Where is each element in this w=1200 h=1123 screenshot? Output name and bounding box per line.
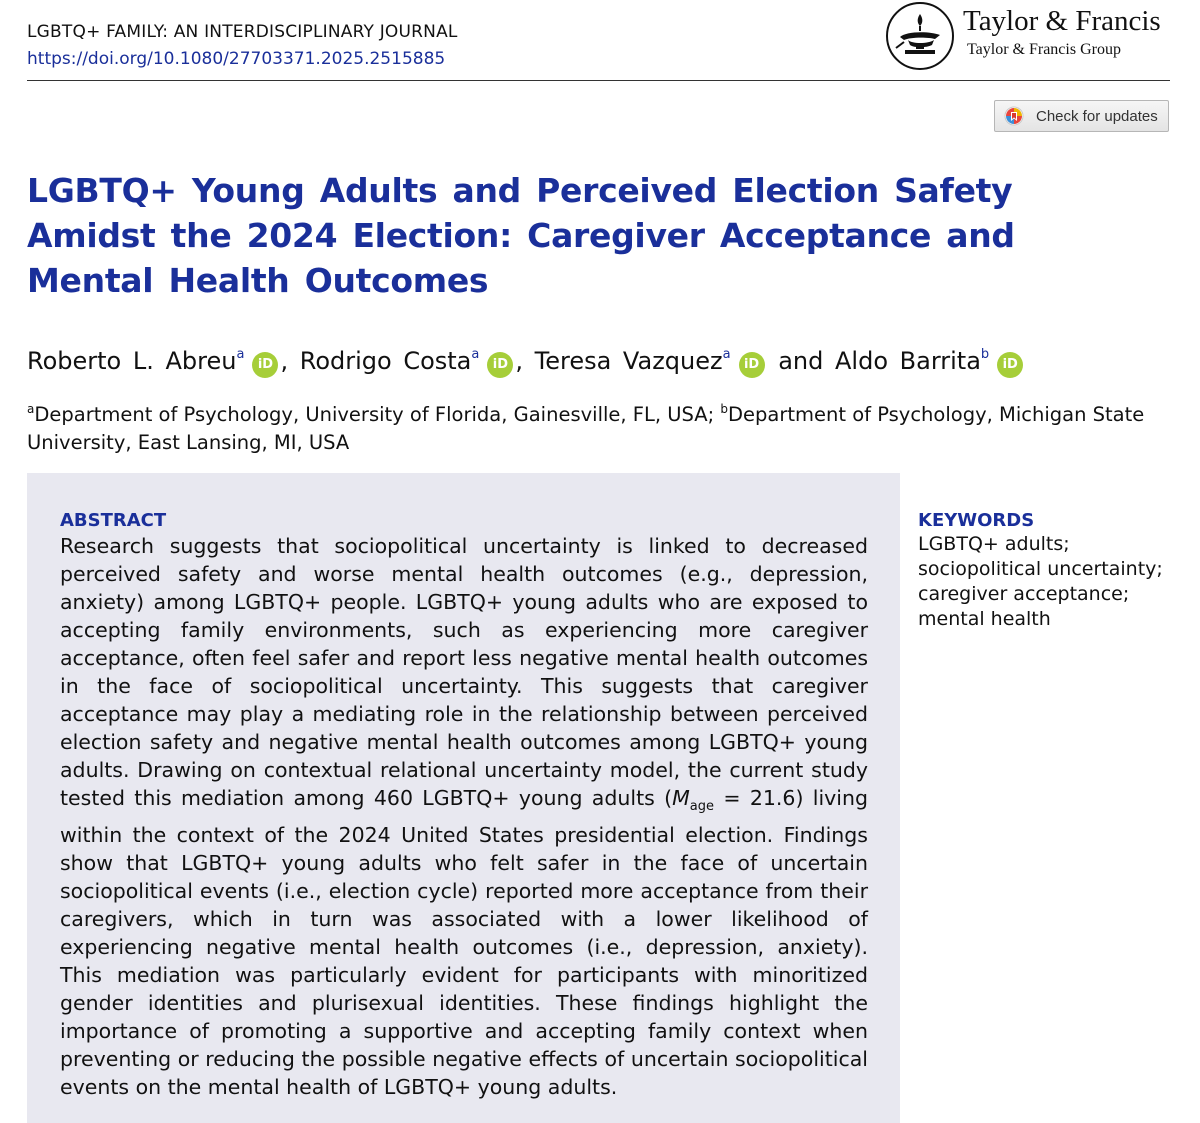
journal-name: LGBTQ+ FAMILY: AN INTERDISCIPLINARY JOURNAL <box>27 22 458 42</box>
mean-age-symbol: M <box>672 786 690 810</box>
affiliation-marker: a <box>236 347 245 362</box>
article-title: LGBTQ+ Young Adults and Perceived Election Safety Amidst the 2024 Election: Caregiver Acceptance and Mental Health Outcomes <box>27 171 1015 300</box>
author-barrita[interactable] <box>835 347 1025 375</box>
abstract-text-part-2: = 21.6) living within the context of the 2024 United States presidential election. Findings show that LGBTQ+ young adults who felt safer in the face of uncertain sociopolitical events (i.e., election cycle) reported more acceptance from their caregivers, which in turn was associated with a lower likelihood of experiencing negative mental health outcomes (i.e., depression, anxiety). This mediation was particularly evident for participants with minoritized gender identities and plurisexual identities. These findings highlight the importance of promoting a supportive and accepting family context when preventing or reducing the possible negative effects of uncertain sociopolitical events on the mental health of LGBTQ+ young adults. <box>60 786 869 1099</box>
publisher-name: Taylor & Francis <box>963 5 1161 37</box>
publisher-brand[interactable] <box>886 2 1176 77</box>
author-name: Teresa Vazquez <box>534 347 723 375</box>
doi-link[interactable]: https://doi.org/10.1080/27703371.2025.2515885 <box>27 49 446 69</box>
publisher-group: Taylor & Francis Group <box>967 41 1121 58</box>
affiliation-key: b <box>720 402 729 416</box>
check-for-updates-label: Check for updates <box>1036 108 1158 125</box>
orcid-icon[interactable]: iD <box>252 352 278 378</box>
check-for-updates-button[interactable] <box>994 100 1169 132</box>
abstract-heading: ABSTRACT <box>60 510 167 531</box>
author-separator: , <box>515 347 523 375</box>
author-abreu[interactable] <box>27 347 280 375</box>
author-name: Roberto L. Abreu <box>27 347 237 375</box>
author-vazquez[interactable] <box>535 347 767 375</box>
affiliation-marker: a <box>471 347 480 362</box>
affiliation-text: Department of Psychology, University of Florida, Gainesville, FL, USA; <box>34 403 715 426</box>
affiliations <box>27 395 1157 457</box>
keyword-item[interactable]: sociopolitical uncertainty; <box>918 558 1163 580</box>
author-name: Rodrigo Costa <box>299 347 472 375</box>
keywords-heading: KEYWORDS <box>918 510 1035 531</box>
crossmark-icon <box>1004 106 1024 126</box>
orcid-icon[interactable]: iD <box>487 352 513 378</box>
abstract-panel <box>27 473 900 1123</box>
author-list <box>27 338 1167 378</box>
keyword-item[interactable]: LGBTQ+ adults; <box>918 533 1070 555</box>
header-divider <box>27 80 1170 81</box>
orcid-icon[interactable]: iD <box>997 352 1023 378</box>
lamp-logo-icon <box>886 2 954 70</box>
affiliation-text: Department of Psychology, Michigan State University, East Lansing, MI, USA <box>27 403 1145 454</box>
author-costa[interactable] <box>300 347 516 375</box>
author-name: Aldo Barrita <box>835 347 981 375</box>
affiliation-key: a <box>27 402 35 416</box>
affiliation-marker: b <box>980 347 990 362</box>
affiliation-marker: a <box>722 347 731 362</box>
mean-age-subscript: age <box>689 799 715 814</box>
keywords-panel <box>918 510 1178 632</box>
keyword-item[interactable]: caregiver acceptance; <box>918 583 1130 605</box>
author-conjunction: and <box>778 347 824 375</box>
abstract-text-part-1: Research suggests that sociopolitical uncertainty is linked to decreased perceived safety and worse mental health outcomes (e.g., depression, anxiety) among LGBTQ+ people. LGBTQ+ young adults who are exposed to accepting family environments, such as experiencing more caregiver acceptance, often feel safer and report less negative mental health outcomes in the face of sociopolitical uncertainty. This suggests that caregiver acceptance may play a mediating role in the relationship between perceived election safety and negative mental health outcomes among LGBTQ+ young adults. Drawing on contextual relational uncertainty model, the current study tested this mediation among 460 LGBTQ+ young adults ( <box>60 534 868 810</box>
abstract-text <box>60 532 868 1101</box>
orcid-icon[interactable]: iD <box>739 352 765 378</box>
keyword-item[interactable]: mental health <box>918 608 1051 630</box>
author-separator: , <box>280 347 289 375</box>
